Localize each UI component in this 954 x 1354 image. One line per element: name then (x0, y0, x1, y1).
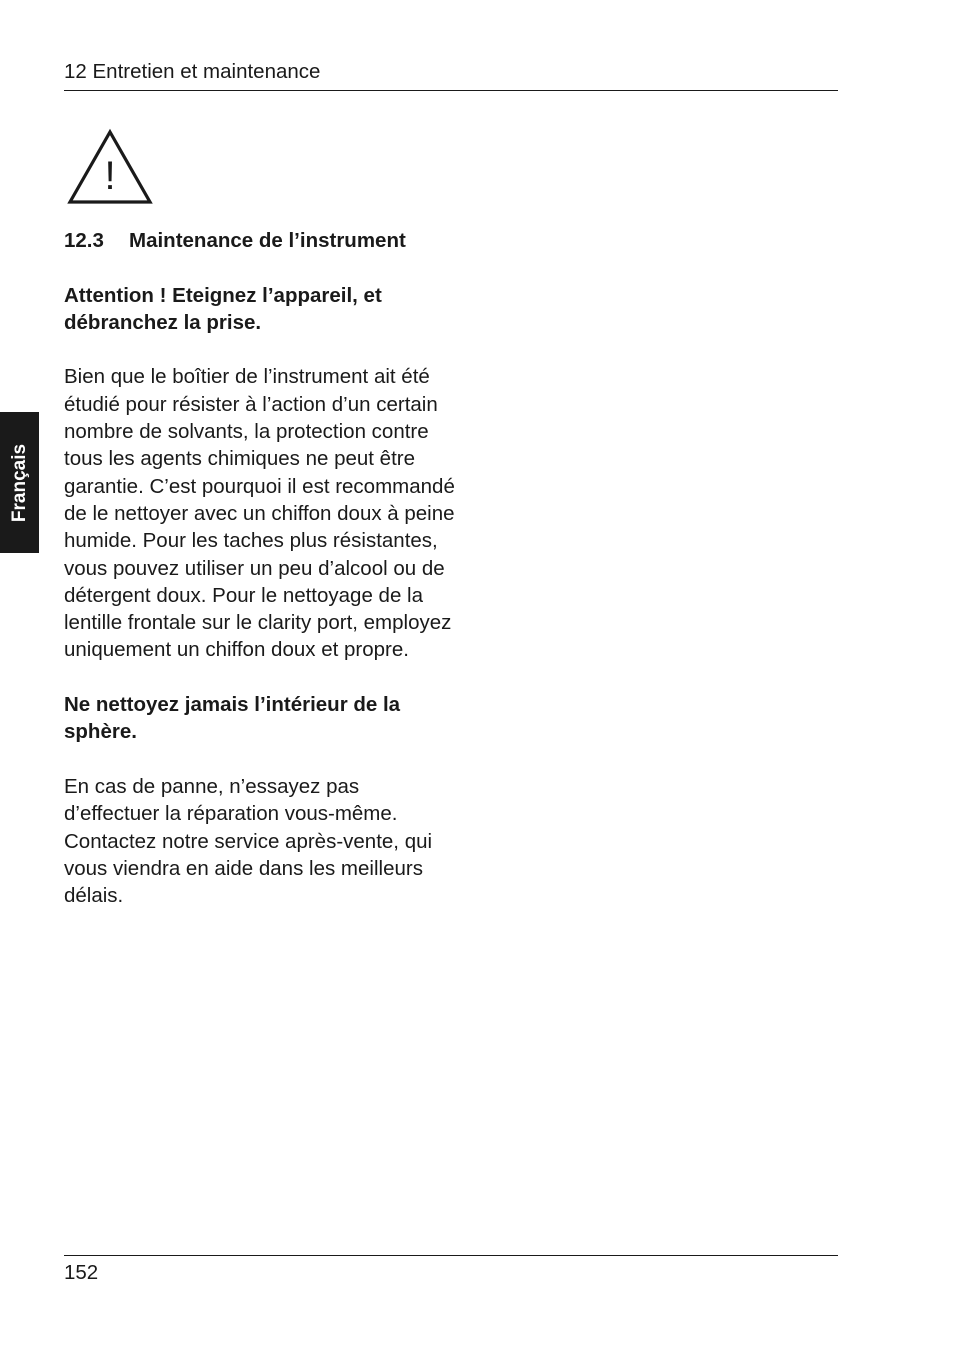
running-footer (64, 1255, 838, 1284)
section-heading (64, 227, 456, 254)
warning-exclamation: ! (104, 154, 116, 198)
running-header (64, 58, 838, 91)
page-number: 152 (64, 1261, 99, 1284)
warning-triangle-icon (64, 126, 156, 206)
main-content (64, 227, 456, 937)
language-label: Français (8, 443, 30, 522)
breakdown-paragraph: En cas de panne, n’essayez pas d’effectuer la réparation vous-même. Contactez notre service après-vente, qui vous viendra en aide dans les meilleurs délais. (64, 774, 433, 908)
attention-paragraph: Attention ! Eteignez l’appareil, et débranchez la prise. (64, 283, 382, 334)
section-number: 12.3 (64, 229, 104, 252)
section-title: Maintenance de l’instrument (129, 229, 406, 252)
chapter-title: 12 Entretien et maintenance (64, 60, 321, 83)
cleaning-paragraph: Bien que le boîtier de l’instrument ait été étudié pour résister à l’action d’un certain nombre de solvants, la protection contre tous les agents chimiques ne peut être garantie. C’est pourquoi il est recommandé de le nettoyer avec un chiffon doux à peine humide. Pour les taches plus résistantes, vous pouvez utiliser un peu d’alcool ou de détergent doux. Pour le nettoyage de la lentille frontale sur le clarity port, employez uniquement un chiffon doux et propre. (64, 365, 455, 662)
never-clean-paragraph: Ne nettoyez jamais l’intérieur de la sphère. (64, 693, 401, 744)
language-side-tab (0, 412, 39, 553)
